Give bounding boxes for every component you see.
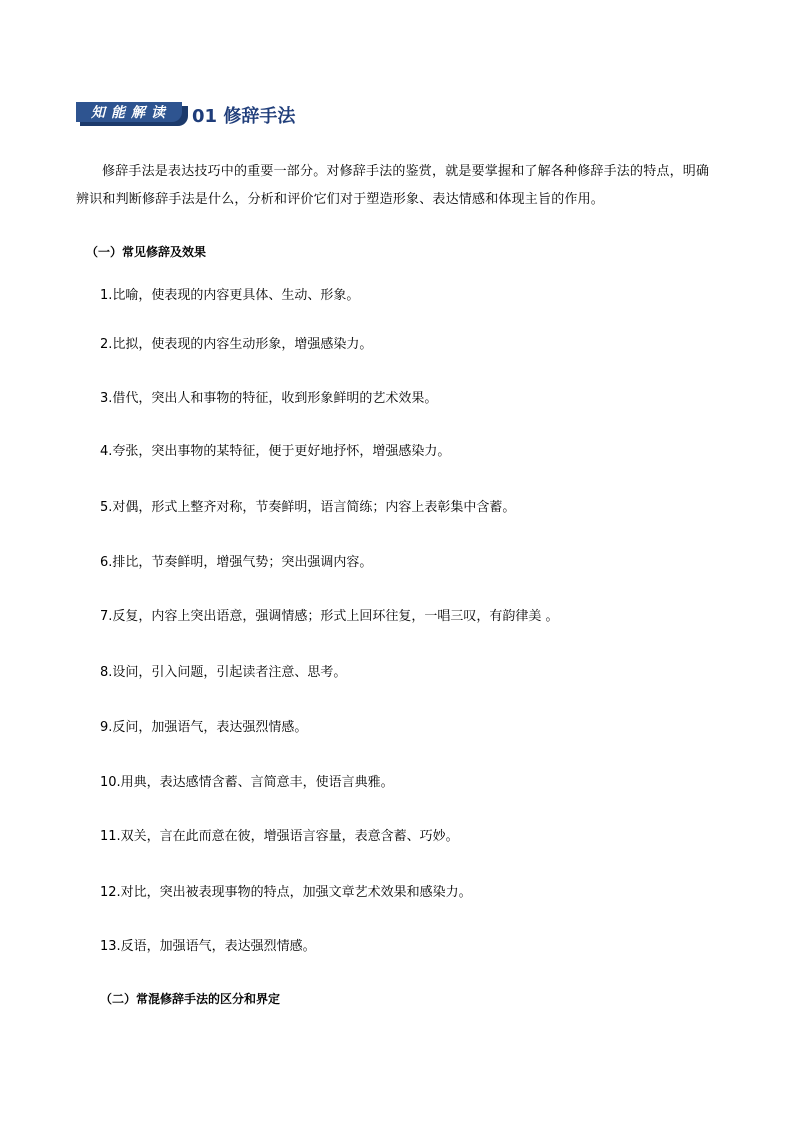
list-item: 7.反复，内容上突出语意，强调情感；形式上回环往复，一唱三叹，有韵律美 。	[100, 609, 559, 624]
list-item: 5.对偶，形式上整齐对称，节奏鲜明，语言简练；内容上表彰集中含蓄。	[100, 500, 516, 515]
intro-paragraph: 修辞手法是表达技巧中的重要一部分。对修辞手法的鉴赏，就是要掌握和了解各种修辞手法的特点，明确辨识和判断修辞手法是什么，分析和评价它们对于塑造形象、表达情感和体现主旨的作用。	[76, 164, 710, 207]
list-item: 8.设问，引入问题，引起读者注意、思考。	[100, 665, 347, 680]
heading-title: 01 修辞手法	[192, 106, 296, 127]
badge-label: 知能解读	[76, 102, 182, 122]
list-item: 2.比拟，使表现的内容生动形象，增强感染力。	[100, 337, 373, 352]
list-item: 6.排比，节奏鲜明，增强气势；突出强调内容。	[100, 555, 373, 570]
heading-badge	[76, 102, 188, 126]
list-item: 11.双关，言在此而意在彼，增强语言容量，表意含蓄、巧妙。	[100, 829, 459, 844]
list-item: 12.对比，突出被表现事物的特点，加强文章艺术效果和感染力。	[100, 885, 472, 900]
list-item: 9.反问，加强语气，表达强烈情感。	[100, 720, 308, 735]
section-heading	[76, 100, 295, 126]
list-item: 10.用典，表达感情含蓄、言简意丰，使语言典雅。	[100, 775, 394, 790]
list-item: 4.夸张，突出事物的某特征，便于更好地抒怀，增强感染力。	[100, 444, 451, 459]
list-item: 13.反语，加强语气，表达强烈情感。	[100, 939, 316, 954]
list-item: 3.借代，突出人和事物的特征，收到形象鲜明的艺术效果。	[100, 391, 438, 406]
section1-title: （一）常见修辞及效果	[86, 245, 207, 259]
section2-title: （二）常混修辞手法的区分和界定	[100, 992, 281, 1006]
list-item: 1.比喻，使表现的内容更具体、生动、形象。	[100, 288, 360, 303]
